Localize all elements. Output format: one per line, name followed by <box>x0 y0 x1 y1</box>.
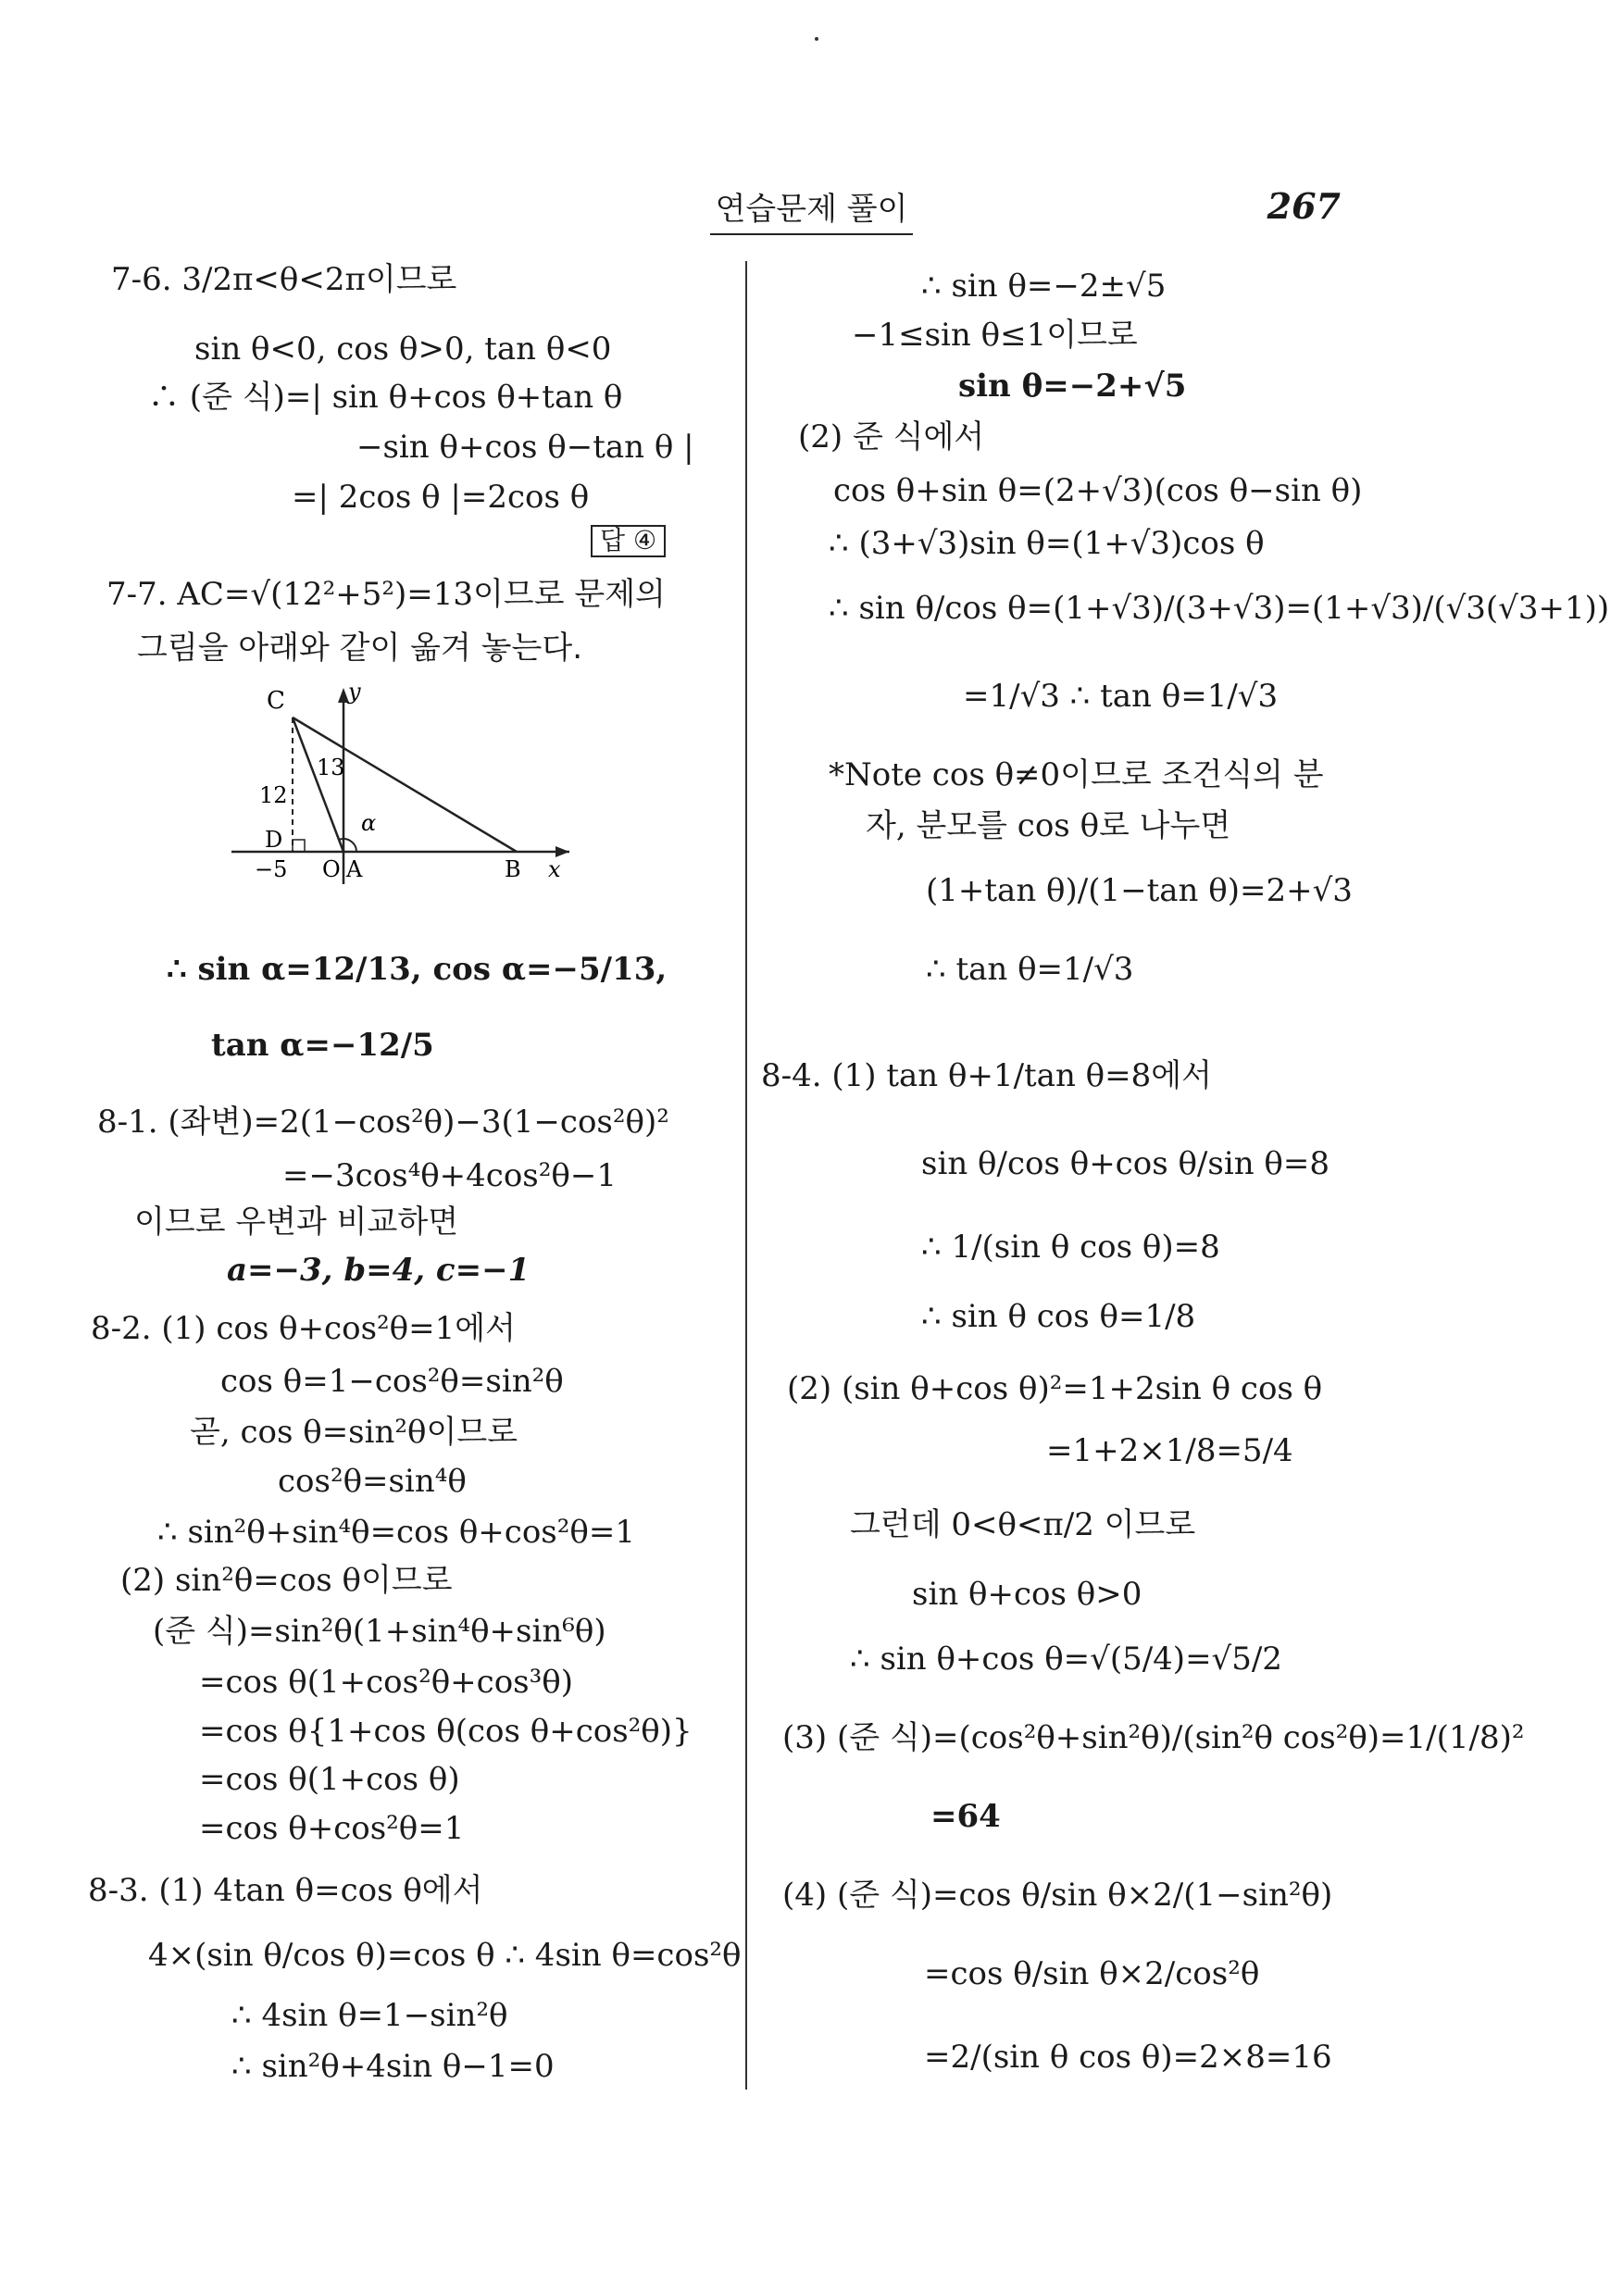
right-line-7: ∴ sin θ/cos θ=(1+√3)/(3+√3)=(1+√3)/(√3(√3+1)) <box>829 590 1610 627</box>
column-divider <box>745 261 747 2090</box>
problem-8-3-line-4: ∴ sin²θ+4sin θ−1=0 <box>231 2048 555 2085</box>
segment-co <box>293 718 343 852</box>
right-line-4: (2) 준 식에서 <box>798 418 985 455</box>
problem-8-4-line-10: (3) (준 식)=(cos²θ+sin²θ)/(sin²θ cos²θ)=1/(1/8)² <box>782 1719 1525 1756</box>
note-line-1: *Note cos θ≠0이므로 조건식의 분 <box>829 756 1324 793</box>
problem-8-4-line-4: ∴ sin θ cos θ=1/8 <box>921 1298 1196 1335</box>
label-13: 13 <box>317 755 345 780</box>
label-c: C <box>267 687 285 715</box>
segment-cb <box>293 718 517 852</box>
triangle-diagram <box>222 680 593 893</box>
note-line-4: ∴ tan θ=1/√3 <box>926 951 1134 988</box>
problem-8-1-line-3: 이므로 우변과 비교하면 <box>134 1204 459 1241</box>
problem-8-1-line-1: 8-1. (좌변)=2(1−cos²θ)−3(1−cos²θ)² <box>97 1104 669 1141</box>
problem-7-7-result-1: ∴ sin α=12/13, cos α=−5/13, <box>167 951 668 988</box>
right-angle-mark <box>293 840 305 852</box>
problem-8-4-line-12: (4) (준 식)=cos θ/sin θ×2/(1−sin²θ) <box>782 1877 1333 1914</box>
problem-7-7-result-2: tan α=−12/5 <box>211 1027 434 1064</box>
label-alpha: α <box>361 810 377 836</box>
answer-box: 답 ④ <box>591 525 666 557</box>
problem-8-4-line-11: =64 <box>930 1798 1001 1835</box>
page-header <box>0 183 1623 229</box>
problem-8-4-line-7: 그런데 0<θ<π/2 이므로 <box>850 1506 1196 1543</box>
label-o: O <box>322 856 341 882</box>
problem-8-2-line-7: (준 식)=sin²θ(1+sin⁴θ+sin⁶θ) <box>153 1613 606 1650</box>
note-line-2: 자, 분모를 cos θ로 나누면 <box>866 807 1231 844</box>
answer-marker <box>591 523 666 557</box>
header-title: 연습문제 풀이 <box>710 191 914 235</box>
label-a: A <box>346 856 363 882</box>
problem-7-6-line-2: sin θ<0, cos θ>0, tan θ<0 <box>194 331 612 368</box>
problem-7-6-line-3: ∴ (준 식)=| sin θ+cos θ+tan θ <box>148 379 623 416</box>
stray-mark <box>815 37 818 41</box>
problem-8-4-line-8: sin θ+cos θ>0 <box>912 1576 1142 1613</box>
problem-8-1-line-4: a=−3, b=4, c=−1 <box>227 1252 531 1289</box>
label-b: B <box>505 856 521 882</box>
right-line-8: =1/√3 ∴ tan θ=1/√3 <box>963 678 1279 715</box>
right-line-1: ∴ sin θ=−2±√5 <box>921 268 1167 305</box>
problem-8-4-line-5: (2) (sin θ+cos θ)²=1+2sin θ cos θ <box>787 1370 1323 1407</box>
right-line-2: −1≤sin θ≤1이므로 <box>852 317 1138 354</box>
problem-8-2-line-1: 8-2. (1) cos θ+cos²θ=1에서 <box>91 1310 516 1347</box>
right-line-6: ∴ (3+√3)sin θ=(1+√3)cos θ <box>829 525 1265 562</box>
label-d: D <box>265 827 283 853</box>
problem-8-2-line-8: =cos θ(1+cos²θ+cos³θ) <box>199 1664 573 1701</box>
note-line-3: (1+tan θ)/(1−tan θ)=2+√3 <box>926 872 1353 909</box>
problem-8-4-line-14: =2/(sin θ cos θ)=2×8=16 <box>924 2039 1332 2076</box>
problem-7-6-line-4: −sin θ+cos θ−tan θ | <box>356 429 694 466</box>
problem-8-2-line-10: =cos θ(1+cos θ) <box>199 1761 460 1798</box>
problem-8-4-line-6: =1+2×1/8=5/4 <box>1046 1432 1293 1469</box>
problem-8-4-line-1: 8-4. (1) tan θ+1/tan θ=8에서 <box>761 1057 1212 1094</box>
label-x: x <box>548 856 561 882</box>
problem-8-2-line-4: cos²θ=sin⁴θ <box>278 1463 467 1500</box>
problem-8-3-line-2: 4×(sin θ/cos θ)=cos θ ∴ 4sin θ=cos²θ <box>148 1937 742 1974</box>
problem-7-7-line-1: 7-7. AC=√(12²+5²)=13이므로 문제의 <box>106 576 666 613</box>
label-minus-5: −5 <box>255 856 288 882</box>
problem-8-4-line-13: =cos θ/sin θ×2/cos²θ <box>924 1955 1260 1992</box>
problem-8-2-line-2: cos θ=1−cos²θ=sin²θ <box>220 1363 564 1400</box>
right-line-5: cos θ+sin θ=(2+√3)(cos θ−sin θ) <box>833 472 1363 509</box>
right-line-3: sin θ=−2+√5 <box>958 368 1187 405</box>
page-number: 267 <box>1267 185 1341 227</box>
problem-8-3-line-1: 8-3. (1) 4tan θ=cos θ에서 <box>88 1872 483 1909</box>
label-12: 12 <box>259 782 288 808</box>
problem-8-2-line-9: =cos θ{1+cos θ(cos θ+cos²θ)} <box>199 1713 693 1750</box>
problem-7-6-line-5: =| 2cos θ |=2cos θ <box>292 479 590 516</box>
problem-8-1-line-2: =−3cos⁴θ+4cos²θ−1 <box>282 1157 617 1194</box>
problem-8-4-line-2: sin θ/cos θ+cos θ/sin θ=8 <box>921 1145 1330 1182</box>
label-y: y <box>348 680 361 705</box>
problem-8-2-line-5: ∴ sin²θ+sin⁴θ=cos θ+cos²θ=1 <box>157 1514 635 1551</box>
problem-8-2-line-3: 곧, cos θ=sin²θ이므로 <box>190 1414 518 1451</box>
problem-8-2-line-11: =cos θ+cos²θ=1 <box>199 1810 465 1847</box>
problem-8-2-line-6: (2) sin²θ=cos θ이므로 <box>120 1562 453 1599</box>
problem-8-4-line-9: ∴ sin θ+cos θ=√(5/4)=√5/2 <box>850 1641 1282 1678</box>
problem-8-4-line-3: ∴ 1/(sin θ cos θ)=8 <box>921 1229 1220 1266</box>
problem-7-6-line-1: 7-6. 3/2π<θ<2π이므로 <box>111 261 457 298</box>
problem-8-3-line-3: ∴ 4sin θ=1−sin²θ <box>231 1997 508 2034</box>
problem-7-7-line-2: 그림을 아래와 같이 옮겨 놓는다. <box>137 630 583 667</box>
